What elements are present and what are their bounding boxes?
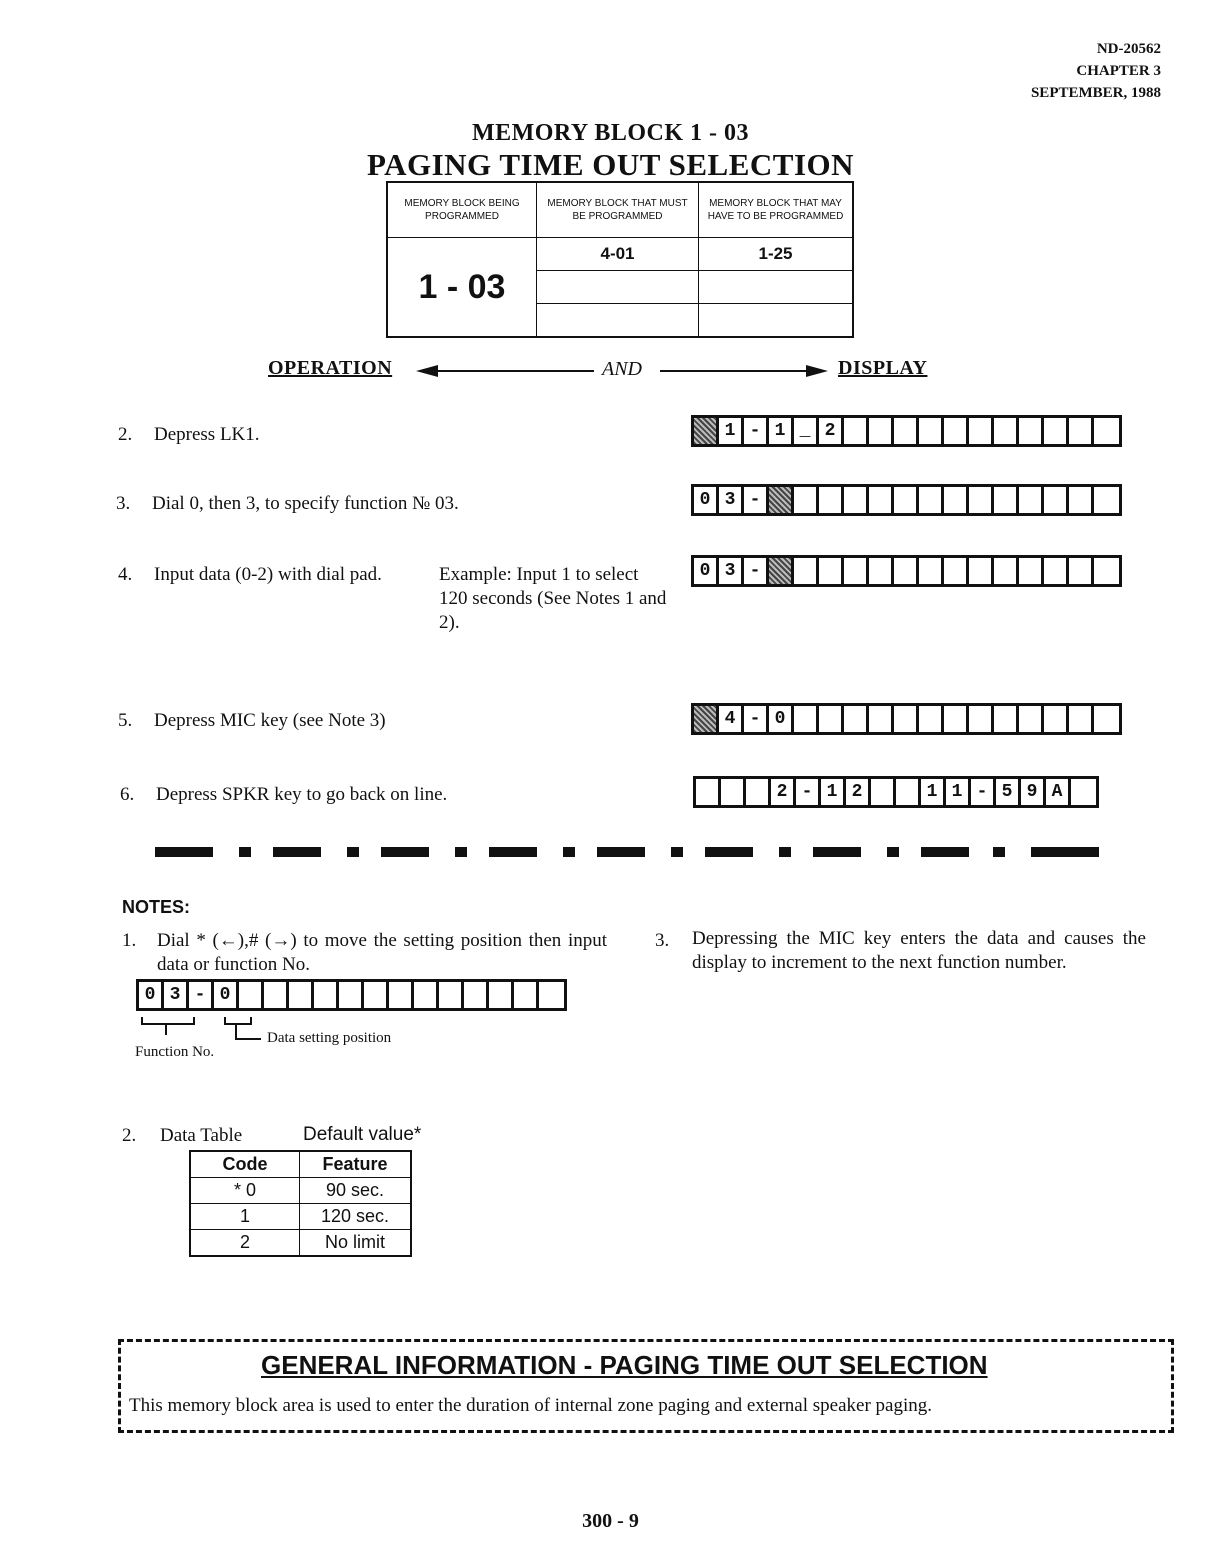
step-5: 5. Depress MIC key (see Note 3) xyxy=(118,710,386,731)
display-cell: 0 xyxy=(214,982,239,1008)
memory-block-title: MEMORY BLOCK 1 - 03 xyxy=(471,120,750,146)
note-2-num: 2. xyxy=(122,1125,137,1146)
display-cell: - xyxy=(744,487,769,513)
display-cell xyxy=(871,779,896,805)
display-cell xyxy=(919,487,944,513)
display-cell xyxy=(746,779,771,805)
display-cell xyxy=(844,418,869,444)
note-3-num: 3. xyxy=(655,930,670,951)
display-cell xyxy=(869,487,894,513)
display-cell xyxy=(1044,706,1069,732)
display-cell: - xyxy=(189,982,214,1008)
table-header-row: Code Feature xyxy=(190,1151,411,1178)
display-cell xyxy=(894,706,919,732)
doc-number: ND-20562 xyxy=(1096,41,1161,57)
display-cell: 3 xyxy=(719,558,744,584)
display-cell xyxy=(721,779,746,805)
display-cell xyxy=(819,487,844,513)
display-cell: 1 xyxy=(719,418,744,444)
document-header xyxy=(1031,38,1161,104)
display-cell xyxy=(919,418,944,444)
display-cell xyxy=(1094,706,1119,732)
data-table xyxy=(189,1150,412,1257)
display-cell xyxy=(794,706,819,732)
display-cell: 2 xyxy=(819,418,844,444)
display-note-1 xyxy=(136,979,567,1011)
note-1-num: 1. xyxy=(122,930,137,951)
right-arrow-icon xyxy=(660,363,830,379)
display-cell xyxy=(1069,418,1094,444)
display-cell xyxy=(969,418,994,444)
display-cell xyxy=(969,706,994,732)
display-cell xyxy=(994,558,1019,584)
display-cell: 1 xyxy=(821,779,846,805)
display-cell xyxy=(844,558,869,584)
display-cell xyxy=(869,418,894,444)
display-label: DISPLAY xyxy=(838,357,928,379)
display-cell xyxy=(919,706,944,732)
function-bracket xyxy=(141,1017,195,1025)
display-step-5 xyxy=(691,703,1122,735)
step-6: 6. Depress SPKR key to go back on line. xyxy=(120,784,448,805)
display-cell xyxy=(439,982,464,1008)
display-cell xyxy=(794,487,819,513)
display-cell xyxy=(896,779,921,805)
display-cell xyxy=(819,558,844,584)
display-cell xyxy=(1019,706,1044,732)
memory-block-table xyxy=(386,181,854,338)
page-number: 300 - 9 xyxy=(582,1510,639,1532)
display-step-2 xyxy=(691,415,1122,447)
display-cell: 4 xyxy=(719,706,744,732)
display-cell: 1 xyxy=(769,418,794,444)
display-cell xyxy=(489,982,514,1008)
data-table-label: Data Table xyxy=(160,1125,243,1146)
display-cell: 9 xyxy=(1021,779,1046,805)
left-arrow-icon xyxy=(416,363,596,379)
and-label: AND xyxy=(602,358,642,380)
display-cell xyxy=(819,706,844,732)
table-row: 1 120 sec. xyxy=(190,1204,411,1230)
display-cell xyxy=(944,418,969,444)
display-cell: - xyxy=(744,706,769,732)
step-4-example: Example: Input 1 to select 120 seconds (See Notes 1 and 2). xyxy=(439,564,667,633)
display-cell xyxy=(1094,558,1119,584)
display-cell xyxy=(969,558,994,584)
display-cell xyxy=(1019,558,1044,584)
display-cell xyxy=(1044,418,1069,444)
display-cell xyxy=(944,487,969,513)
empty-cell xyxy=(537,304,699,338)
display-cell xyxy=(944,558,969,584)
date: SEPTEMBER, 1988 xyxy=(1030,85,1161,101)
display-cell xyxy=(314,982,339,1008)
display-cell xyxy=(464,982,489,1008)
display-cell xyxy=(539,982,564,1008)
general-info-box xyxy=(118,1339,1174,1433)
display-cell xyxy=(994,418,1019,444)
display-cell xyxy=(769,487,794,513)
display-cell: - xyxy=(744,558,769,584)
display-cell: 1 xyxy=(946,779,971,805)
display-cell: 3 xyxy=(719,487,744,513)
display-cell xyxy=(696,779,721,805)
display-cell: 0 xyxy=(694,558,719,584)
display-cell xyxy=(869,558,894,584)
may-program-value: 1-25 xyxy=(699,238,854,271)
separator-line xyxy=(155,844,1100,858)
note-3-text: Depressing the MIC key enters the data and causes the display to increment to the next function number. xyxy=(692,928,1146,973)
display-cell: - xyxy=(744,418,769,444)
block-id: 1 - 03 xyxy=(387,238,537,338)
display-cell xyxy=(994,706,1019,732)
display-cell: - xyxy=(796,779,821,805)
display-cell xyxy=(844,706,869,732)
display-cell xyxy=(339,982,364,1008)
display-step-4 xyxy=(691,555,1122,587)
display-cell xyxy=(894,418,919,444)
display-cell: 0 xyxy=(139,982,164,1008)
display-cell xyxy=(389,982,414,1008)
display-cell: 2 xyxy=(771,779,796,805)
display-cell: 2 xyxy=(846,779,871,805)
operation-label: OPERATION xyxy=(268,357,393,379)
display-cell xyxy=(869,706,894,732)
display-cell xyxy=(514,982,539,1008)
display-cell xyxy=(1071,779,1096,805)
display-cell: 5 xyxy=(996,779,1021,805)
display-cell: 3 xyxy=(164,982,189,1008)
display-cell xyxy=(1019,418,1044,444)
display-cell xyxy=(1044,558,1069,584)
display-cell xyxy=(1044,487,1069,513)
step-4: 4. Input data (0-2) with dial pad. xyxy=(118,564,382,585)
display-cell xyxy=(919,558,944,584)
display-cell xyxy=(1019,487,1044,513)
display-cell xyxy=(894,558,919,584)
data-bracket xyxy=(224,1017,252,1025)
display-cell xyxy=(969,487,994,513)
display-cell xyxy=(1094,418,1119,444)
display-cell xyxy=(1094,487,1119,513)
table-row: * 0 90 sec. xyxy=(190,1178,411,1204)
must-program-value: 4-01 xyxy=(537,238,699,271)
col1-header: MEMORY BLOCK BEING PROGRAMMED xyxy=(387,182,537,238)
display-cell xyxy=(844,487,869,513)
display-cell xyxy=(414,982,439,1008)
display-cell xyxy=(694,706,719,732)
data-setting-label: Data setting position xyxy=(267,1030,392,1046)
step-3: 3. Dial 0, then 3, to specify function № 03. xyxy=(116,493,459,514)
page-title: PAGING TIME OUT SELECTION xyxy=(366,147,855,182)
display-cell xyxy=(1069,706,1094,732)
col2-header: MEMORY BLOCK THAT MUST BE PROGRAMMED xyxy=(537,182,699,238)
function-no-label: Function No. xyxy=(135,1044,215,1060)
display-cell xyxy=(694,418,719,444)
empty-cell xyxy=(699,304,854,338)
general-info-heading: GENERAL INFORMATION - PAGING TIME OUT SELECTION xyxy=(261,1350,988,1380)
step-2: 2. Depress LK1. xyxy=(118,424,260,445)
col3-header: MEMORY BLOCK THAT MAY HAVE TO BE PROGRAMMED xyxy=(699,182,854,238)
notes-heading: NOTES: xyxy=(122,897,191,917)
general-info-body: This memory block area is used to enter the duration of internal zone paging and external speaker paging. xyxy=(129,1395,933,1416)
display-cell xyxy=(769,558,794,584)
display-cell xyxy=(1069,558,1094,584)
display-cell: 1 xyxy=(921,779,946,805)
note-1-text: Dial * (←),# (→) to move the setting position then input data or function No. xyxy=(157,930,607,975)
display-cell xyxy=(364,982,389,1008)
display-step-6 xyxy=(693,776,1099,808)
display-step-3 xyxy=(691,484,1122,516)
display-cell xyxy=(794,558,819,584)
display-cell xyxy=(1069,487,1094,513)
display-cell xyxy=(289,982,314,1008)
display-cell: _ xyxy=(794,418,819,444)
display-cell: A xyxy=(1046,779,1071,805)
display-cell xyxy=(239,982,264,1008)
default-value-label: Default value* xyxy=(303,1124,422,1145)
display-cell xyxy=(264,982,289,1008)
operation-display-bar xyxy=(268,357,948,387)
display-cell: 0 xyxy=(694,487,719,513)
table-row: 2 No limit xyxy=(190,1230,411,1257)
display-cell xyxy=(994,487,1019,513)
display-cell xyxy=(894,487,919,513)
empty-cell xyxy=(537,271,699,304)
chapter: CHAPTER 3 xyxy=(1076,63,1161,79)
display-cell: - xyxy=(971,779,996,805)
display-cell: 0 xyxy=(769,706,794,732)
display-cell xyxy=(944,706,969,732)
empty-cell xyxy=(699,271,854,304)
